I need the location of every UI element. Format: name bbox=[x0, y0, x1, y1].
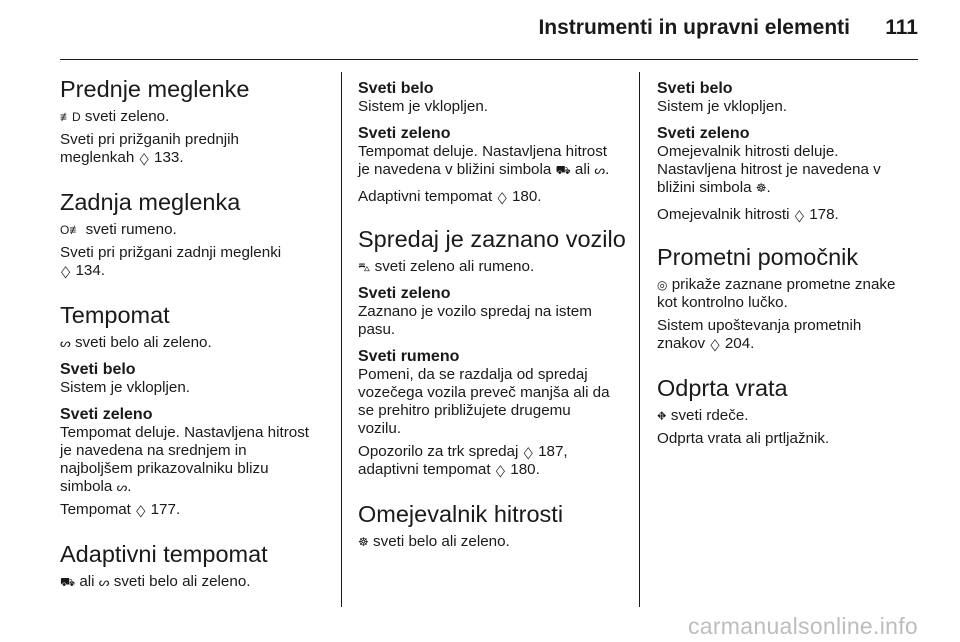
section-heading: Omejevalnik hitrosti bbox=[358, 501, 564, 527]
header-title: Instrumenti in upravni elementi bbox=[538, 16, 850, 39]
section-vehicle-ahead bbox=[358, 224, 626, 479]
section-heading: Tempomat bbox=[60, 302, 170, 328]
page-ref-arrow-icon: ◇ bbox=[495, 460, 506, 480]
paragraph: Sistem je vklopljen. bbox=[657, 98, 787, 115]
subsection bbox=[657, 80, 925, 116]
paragraph: Opozorilo za trk spredaj ◇ 187, adaptivni tempomat ◇ 180. bbox=[358, 443, 626, 479]
paragraph: ≢D sveti zeleno. bbox=[60, 108, 170, 125]
column-divider bbox=[341, 72, 342, 607]
paragraph: Omejevalnik hitrosti deluje. Nastavljena hitrost je navedena v bližini simbola ☸. bbox=[657, 143, 881, 196]
subsection bbox=[60, 361, 328, 397]
page-ref-arrow-icon: ◇ bbox=[61, 261, 71, 281]
subheading: Sveti belo bbox=[60, 361, 136, 378]
column-right bbox=[657, 80, 925, 468]
subheading: Sveti rumeno bbox=[358, 348, 460, 365]
subheading: Sveti belo bbox=[358, 80, 434, 97]
subsection bbox=[358, 285, 626, 339]
page-number: 111 bbox=[885, 16, 918, 39]
paragraph: Pomeni, da se razdalja od spredaj vozečega vozila preveč manjša ali da se prehitro približujete drugemu vozilu. bbox=[358, 366, 610, 437]
page-ref-arrow-icon: ◇ bbox=[139, 148, 149, 168]
front-fog-light-icon: ≢D bbox=[60, 110, 81, 124]
column-left bbox=[60, 74, 328, 611]
subsection bbox=[358, 348, 626, 438]
section-heading: Odprta vrata bbox=[657, 375, 788, 401]
subheading: Sveti zeleno bbox=[60, 406, 153, 423]
section-heading: Spredaj je zaznano vozilo bbox=[358, 226, 626, 252]
section-adaptive-cruise bbox=[60, 539, 328, 591]
cruise-control-icon: ᔕ bbox=[116, 480, 128, 494]
paragraph: Sistem upoštevanja prometnih znakov ◇ 204. bbox=[657, 317, 925, 353]
rear-fog-light-icon: O≢ bbox=[60, 223, 82, 237]
paragraph: ⛍ sveti zeleno ali rumeno. bbox=[358, 258, 535, 275]
speed-limiter-icon: ☸ bbox=[358, 535, 369, 549]
door-open-icon: ⛖ bbox=[657, 409, 667, 423]
subheading: Sveti zeleno bbox=[358, 125, 451, 142]
speed-limiter-icon: ☸ bbox=[755, 181, 767, 195]
header-rule bbox=[60, 59, 918, 60]
paragraph: ◎ prikaže zaznane prometne znake kot kontrolno lučko. bbox=[657, 276, 896, 311]
paragraph: Omejevalnik hitrosti ◇ 178. bbox=[657, 206, 925, 224]
column-divider bbox=[639, 72, 640, 607]
section-heading: Adaptivni tempomat bbox=[60, 541, 268, 567]
cruise-control-icon: ᔕ bbox=[60, 336, 71, 350]
paragraph: Sistem je vklopljen. bbox=[60, 379, 190, 396]
subsection bbox=[358, 80, 626, 116]
section-traffic-sign-assistant bbox=[657, 242, 925, 353]
section-heading: Zadnja meglenka bbox=[60, 189, 241, 215]
paragraph: ☸ sveti belo ali zeleno. bbox=[358, 533, 510, 550]
subheading: Sveti belo bbox=[657, 80, 733, 97]
page-ref-arrow-icon: ◇ bbox=[523, 442, 533, 462]
paragraph: ⛖ sveti rdeče. bbox=[657, 407, 749, 424]
subsection bbox=[60, 406, 328, 496]
section-heading: Prometni pomočnik bbox=[657, 244, 859, 270]
cruise-control-icon: ᔕ bbox=[98, 575, 110, 589]
subsection bbox=[358, 125, 626, 179]
section-door-open bbox=[657, 373, 925, 448]
paragraph: Adaptivni tempomat ◇ 180. bbox=[358, 188, 626, 206]
paragraph: Tempomat deluje. Nastavljena hitrost je navedena na srednjem in najboljšem prikazovalniku blizu simbola ᔕ. bbox=[60, 424, 310, 495]
section-heading: Prednje meglenke bbox=[60, 76, 250, 102]
vehicle-ahead-icon: ⛍ bbox=[358, 260, 371, 274]
adaptive-cruise-icon: ⛟ bbox=[555, 163, 571, 177]
watermark: carmanualsonline.info bbox=[687, 613, 918, 639]
paragraph: ⛟ ali ᔕ sveti belo ali zeleno. bbox=[60, 573, 251, 590]
paragraph: Sveti pri prižgani zadnji meglenki ◇ 134. bbox=[60, 244, 328, 280]
section-front-fog bbox=[60, 74, 328, 167]
paragraph: Tempomat ◇ 177. bbox=[60, 501, 328, 519]
paragraph: Sistem je vklopljen. bbox=[358, 98, 488, 115]
section-speed-limiter bbox=[358, 499, 626, 551]
page-ref-arrow-icon: ◇ bbox=[136, 500, 146, 520]
page-ref-arrow-icon: ◇ bbox=[794, 205, 804, 225]
section-rear-fog bbox=[60, 187, 328, 280]
section-cruise-control bbox=[60, 300, 328, 519]
paragraph: Odprta vrata ali prtljažnik. bbox=[657, 430, 830, 447]
subheading: Sveti zeleno bbox=[358, 285, 451, 302]
adaptive-cruise-icon: ⛟ bbox=[60, 575, 76, 589]
traffic-sign-icon: ◎ bbox=[657, 278, 668, 292]
paragraph: O≢ sveti rumeno. bbox=[60, 221, 177, 238]
column-middle bbox=[358, 80, 626, 571]
paragraph: Tempomat deluje. Nastavljena hitrost je navedena v bližini simbola ⛟ ali ᔕ. bbox=[358, 143, 610, 178]
paragraph: Sveti pri prižganih prednjih meglenkah ◇ 133. bbox=[60, 131, 328, 167]
subsection bbox=[657, 125, 925, 197]
paragraph: Zaznano je vozilo spredaj na istem pasu. bbox=[358, 303, 592, 338]
page-ref-arrow-icon: ◇ bbox=[497, 187, 507, 207]
paragraph: ᔕ sveti belo ali zeleno. bbox=[60, 334, 212, 351]
subheading: Sveti zeleno bbox=[657, 125, 750, 142]
cruise-control-icon: ᔕ bbox=[594, 163, 606, 177]
page-ref-arrow-icon: ◇ bbox=[710, 334, 720, 354]
